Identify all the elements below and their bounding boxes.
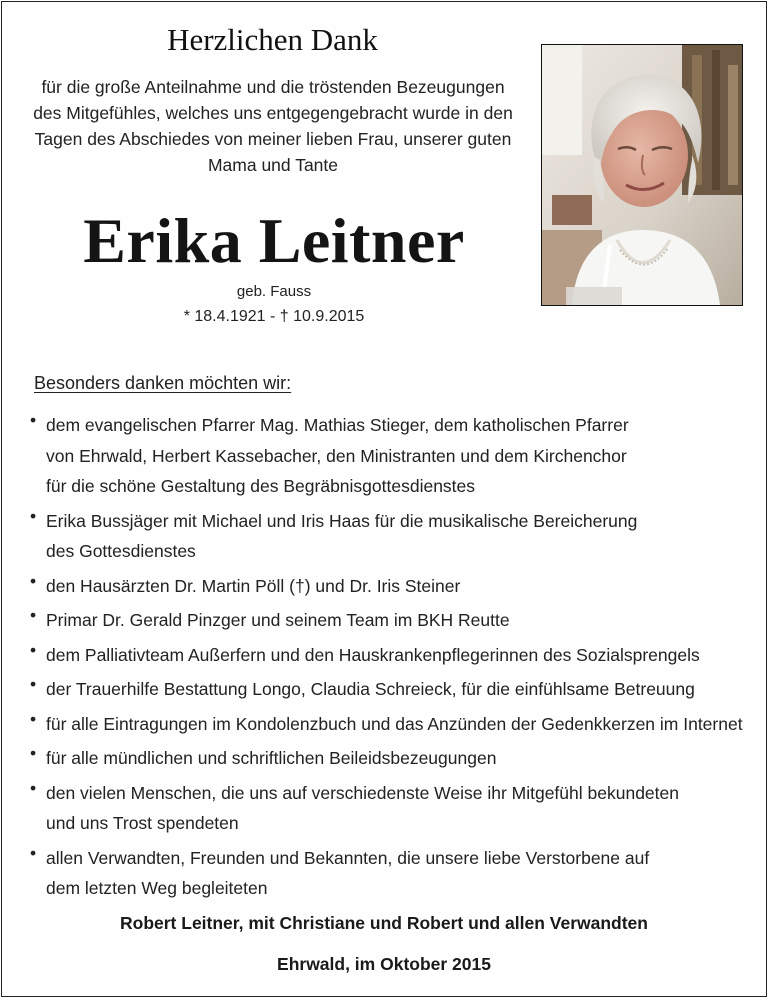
list-item <box>30 743 752 774</box>
bullet-icon: • <box>30 410 37 430</box>
bullet-icon: • <box>30 505 37 526</box>
bullet-icon: • <box>30 570 37 591</box>
list-item <box>30 674 752 705</box>
bullet-icon: • <box>30 777 37 798</box>
list-item-line: für alle Eintragungen im Kondolenzbuch und das Anzünden der Gedenkkerzen im Internet <box>46 713 743 734</box>
bullet-icon: • <box>30 708 37 729</box>
bullet-icon: • <box>30 674 37 694</box>
list-item-line: und uns Trost spendeten <box>46 813 239 833</box>
list-item-line: dem evangelischen Pfarrer Mag. Mathias Stieger, dem katholischen Pfarrer <box>46 415 629 435</box>
list-item-line: Primar Dr. Gerald Pinzger und seinem Team im BKH Reutte <box>46 610 510 630</box>
intro-line: des Mitgefühles, welches uns entgegengebracht wurde in den <box>33 103 513 123</box>
list-item <box>30 640 752 671</box>
thanks-heading: Besonders danken möchten wir: <box>34 373 292 393</box>
list-item-line: allen Verwandten, Freunden und Bekannten, die unsere liebe Verstorbene auf <box>46 847 650 868</box>
bullet-icon: • <box>30 743 37 763</box>
list-item-line: dem Palliativteam Außerfern und den Hauskrankenpflegerinnen des Sozialsprengels <box>46 644 700 665</box>
list-item-line: für alle mündlichen und schriftlichen Beileidsbezeugungen <box>46 748 497 768</box>
list-item <box>30 843 752 904</box>
list-item-line: den Hausärzten Dr. Martin Pöll (†) und Dr. Iris Steiner <box>46 575 461 596</box>
list-item <box>30 410 752 502</box>
life-dates: * 18.4.1921 - † 10.9.2015 <box>183 308 365 325</box>
portrait-photo <box>541 44 743 306</box>
thanks-list <box>30 410 752 908</box>
intro-line: für die große Anteilnahme und die tröstenden Bezeugungen <box>41 77 505 97</box>
intro-line: Tagen des Abschiedes von meiner lieben Frau, unserer guten <box>34 129 512 149</box>
list-item <box>30 778 752 839</box>
list-item <box>30 571 752 602</box>
birth-name: geb. Fauss <box>236 283 312 300</box>
place-date: Ehrwald, im Oktober 2015 <box>277 954 491 974</box>
list-item <box>30 605 752 636</box>
list-item-line: des Gottesdienstes <box>46 541 196 561</box>
bullet-icon: • <box>30 842 37 863</box>
list-item <box>30 709 752 740</box>
list-item-line: für die schöne Gestaltung des Begräbnisgottesdienstes <box>46 476 476 496</box>
list-item-line: den vielen Menschen, die uns auf verschiedenste Weise ihr Mitgefühl bekundeten <box>46 782 679 803</box>
notice-title: Herzlichen Dank <box>167 22 378 57</box>
bullet-icon: • <box>30 605 37 625</box>
list-item-line: von Ehrwald, Herbert Kassebacher, den Ministranten und dem Kirchenchor <box>46 445 627 466</box>
signature: Robert Leitner, mit Christiane und Robert und allen Verwandten <box>120 913 648 933</box>
list-item-line: Erika Bussjäger mit Michael und Iris Haas für die musikalische Bereicherung <box>46 510 638 531</box>
bullet-icon: • <box>30 639 37 660</box>
intro-line: Mama und Tante <box>207 155 339 175</box>
deceased-name: Erika Leitner <box>83 205 465 276</box>
list-item <box>30 506 752 567</box>
intro-text <box>18 74 528 178</box>
list-item-line: der Trauerhilfe Bestattung Longo, Claudia Schreieck, für die einfühlsame Betreuung <box>46 679 695 699</box>
list-item-line: dem letzten Weg begleiteten <box>46 878 268 898</box>
